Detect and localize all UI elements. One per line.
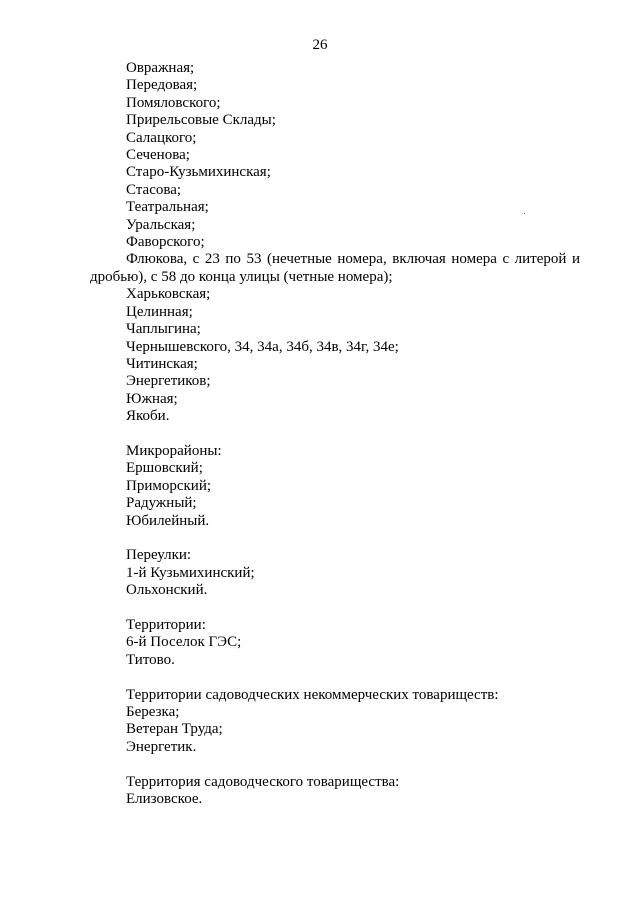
street-item: Сеченова; (126, 147, 190, 164)
garden-item: Энергетик. (126, 738, 197, 755)
street-item: Салацкого; (126, 129, 197, 146)
street-item: Читинская; (126, 355, 198, 372)
garden-noncommercial-heading: Территории садоводческих некоммерческих товариществ: (126, 686, 499, 703)
lane-item: 1-й Кузьмихинский; (126, 564, 255, 581)
microdistricts-section (90, 443, 580, 530)
document-body (90, 60, 580, 808)
page-number: 26 (312, 37, 328, 53)
territory-item: Титово. (126, 651, 175, 668)
lanes-heading: Переулки: (126, 547, 192, 564)
garden-partnership-heading: Территория садоводческого товарищества: (126, 773, 400, 790)
territory-item: 6-й Поселок ГЭС; (126, 634, 242, 651)
microdistrict-item: Приморский; (126, 477, 212, 494)
street-item: Харьковская; (126, 286, 211, 303)
street-item-flyukova: Флюкова, с 23 по 53 (нечетные номера, включая номера с литерой и дробью), с 58 до конца улицы (четные номера); (90, 251, 580, 285)
street-item: Театральная; (126, 199, 209, 216)
street-item: Стасова; (126, 181, 182, 198)
lane-item: Ольхонский. (126, 582, 208, 599)
microdistrict-item: Юбилейный. (126, 512, 210, 529)
street-item: Старо-Кузьмихинская; (126, 164, 271, 181)
street-item: Южная; (126, 390, 178, 407)
street-item: Овражная; (126, 60, 195, 76)
microdistricts-heading: Микрорайоны: (126, 442, 222, 459)
street-item: Энергетиков; (126, 373, 211, 390)
garden-noncommercial-section (90, 687, 580, 757)
garden-item: Березка; (126, 703, 180, 720)
street-item: Фаворского; (126, 234, 205, 251)
garden-item: Елизовское. (126, 790, 203, 807)
street-item: Помяловского; (126, 94, 221, 111)
microdistrict-item: Ершовский; (126, 460, 203, 477)
garden-partnership-section (90, 774, 580, 809)
street-item: Целинная; (126, 303, 193, 320)
lanes-section (90, 547, 580, 599)
territories-section (90, 617, 580, 669)
street-item: Уральская; (126, 216, 196, 233)
street-item: Якоби. (126, 408, 170, 425)
garden-item: Ветеран Труда; (126, 721, 223, 738)
street-item: Чернышевского, 34, 34а, 34б, 34в, 34г, 34е; (126, 338, 399, 355)
street-item: Передовая; (126, 77, 198, 94)
streets-list (90, 60, 580, 426)
street-item: Чаплыгина; (126, 321, 201, 338)
street-item: Прирельсовые Склады; (126, 112, 276, 129)
microdistrict-item: Радужный; (126, 495, 197, 512)
territories-heading: Территории: (126, 616, 206, 633)
